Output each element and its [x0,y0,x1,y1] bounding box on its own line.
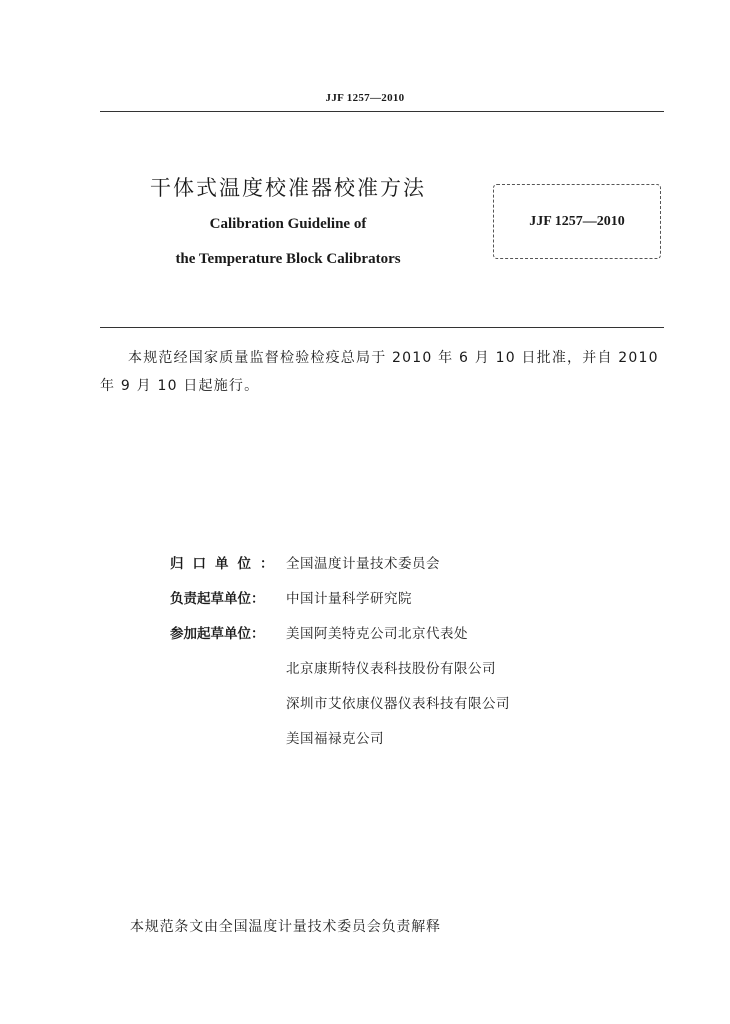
participating-unit-label: 参加起草单位： [170,626,265,642]
title-divider [100,327,664,328]
header-divider [100,111,664,112]
title-english-line1: Calibration Guideline of [209,216,367,232]
responsible-unit-row [170,552,510,587]
participating-unit-row [170,727,510,762]
participating-unit-row [170,622,510,657]
header-standard-code: JJF 1257—2010 [325,92,405,104]
title-english-line2: the Temperature Block Calibrators [175,251,401,267]
drafting-unit-row [170,587,510,622]
drafting-unit-label: 负责起草单位： [170,591,265,607]
title-chinese: 干体式温度校准器校准方法 [150,176,426,200]
approval-statement: 本规范经国家质量监督检验检疫总局于 2010 年 6 月 10 日批准，并自 2010 年 9 月 10 日起施行。 [100,350,659,394]
participating-unit-value-3: 深圳市艾依康仪器仪表科技有限公司 [286,696,510,712]
organization-list [170,552,510,762]
responsible-unit-label: 归口单位： [170,556,283,572]
interpretation-note: 本规范条文由全国温度计量技术委员会负责解释 [130,919,441,935]
participating-unit-row [170,657,510,692]
participating-unit-row [170,692,510,727]
participating-unit-value-1: 美国阿美特克公司北京代表处 [286,626,468,642]
responsible-unit-value: 全国温度计量技术委员会 [286,556,440,572]
participating-unit-value-4: 美国福禄克公司 [286,731,384,747]
standard-code-box [493,184,661,259]
standard-code-box-text: JJF 1257—2010 [529,213,625,229]
drafting-unit-value: 中国计量科学研究院 [286,591,412,607]
participating-unit-value-2: 北京康斯特仪表科技股份有限公司 [286,661,496,677]
